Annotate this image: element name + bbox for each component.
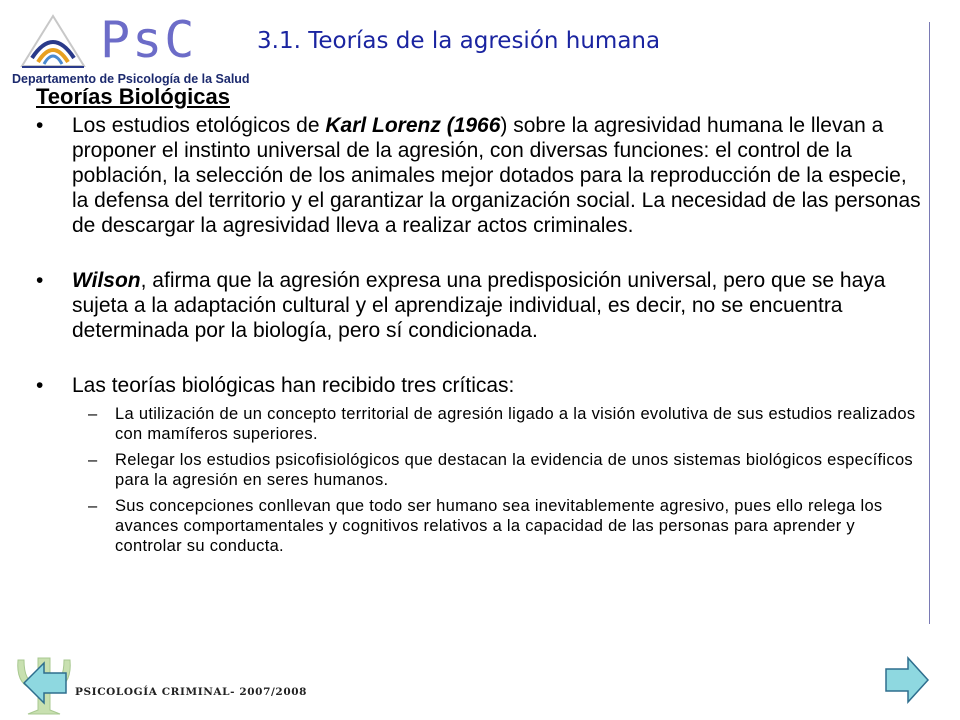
sub-item-psicofisiologicos [36, 450, 926, 490]
bullet-text: Las teorías biológicas han recibido tres críticas: [72, 374, 515, 397]
author-name: Karl Lorenz (1966 [325, 114, 501, 137]
sub-item-territorial [36, 404, 926, 444]
dash-marker: – [88, 451, 98, 469]
bullet-criticas [36, 373, 926, 398]
bullet-marker: • [36, 269, 44, 292]
arrow-left-icon[interactable] [22, 660, 68, 706]
department-logo [8, 10, 250, 86]
sub-item-agresivo [36, 496, 926, 556]
slide-content [36, 84, 926, 556]
logo-psc-text: PsC [100, 11, 197, 69]
sub-item-text: La utilización de un concepto territorial de agresión ligado a la visión evolutiva de sus estudios realizados con mamíferos superiores. [115, 405, 916, 443]
footer-course: PSICOLOGÍA CRIMINAL- 2007/2008 [75, 686, 308, 698]
bullet-text: , afirma que la agresión expresa una predisposición universal, pero que se haya sujeta a la adaptación cultural y el aprendizaje individual, es decir, no se encuentra determinada por la biología, pero sí condicionada. [72, 269, 886, 342]
department-name: Departamento de Psicología de la Salud [12, 72, 250, 86]
slide-title: 3.1. Teorías de la agresión humana [257, 28, 661, 54]
dash-marker: – [88, 497, 98, 515]
dash-marker: – [88, 405, 98, 423]
bullet-text: Los estudios etológicos de [72, 114, 326, 137]
arrow-right-icon[interactable] [884, 655, 930, 705]
bullet-lorenz [36, 113, 926, 238]
bullet-text: ) sobre la agresividad humana le llevan a proponer el instinto universal de la agresión, con diversas funciones: el control de la población, la selección de los animales mejor dotados para la reproducción de la especie, la defensa del territorio y el garantizar la organización social. La necesidad de las personas de descargar la agresividad lleva a realizar actos criminales. [72, 114, 921, 237]
triangle-arches-logo-icon [18, 12, 88, 70]
author-name: Wilson [72, 269, 141, 292]
bullet-marker: • [36, 114, 44, 137]
bullet-wilson [36, 268, 926, 343]
section-heading: Teorías Biológicas [36, 84, 230, 109]
border-line [929, 22, 930, 624]
bullet-marker: • [36, 374, 44, 397]
sub-item-text: Sus concepciones conllevan que todo ser humano sea inevitablemente agresivo, pues ello relega los avances comportamentales y cognitivos relativos a la capacidad de las personas para aprender y controlar su conducta. [115, 497, 883, 555]
sub-item-text: Relegar los estudios psicofisiológicos que destacan la evidencia de unos sistemas biológicos específicos para la agresión en seres humanos. [115, 451, 913, 489]
